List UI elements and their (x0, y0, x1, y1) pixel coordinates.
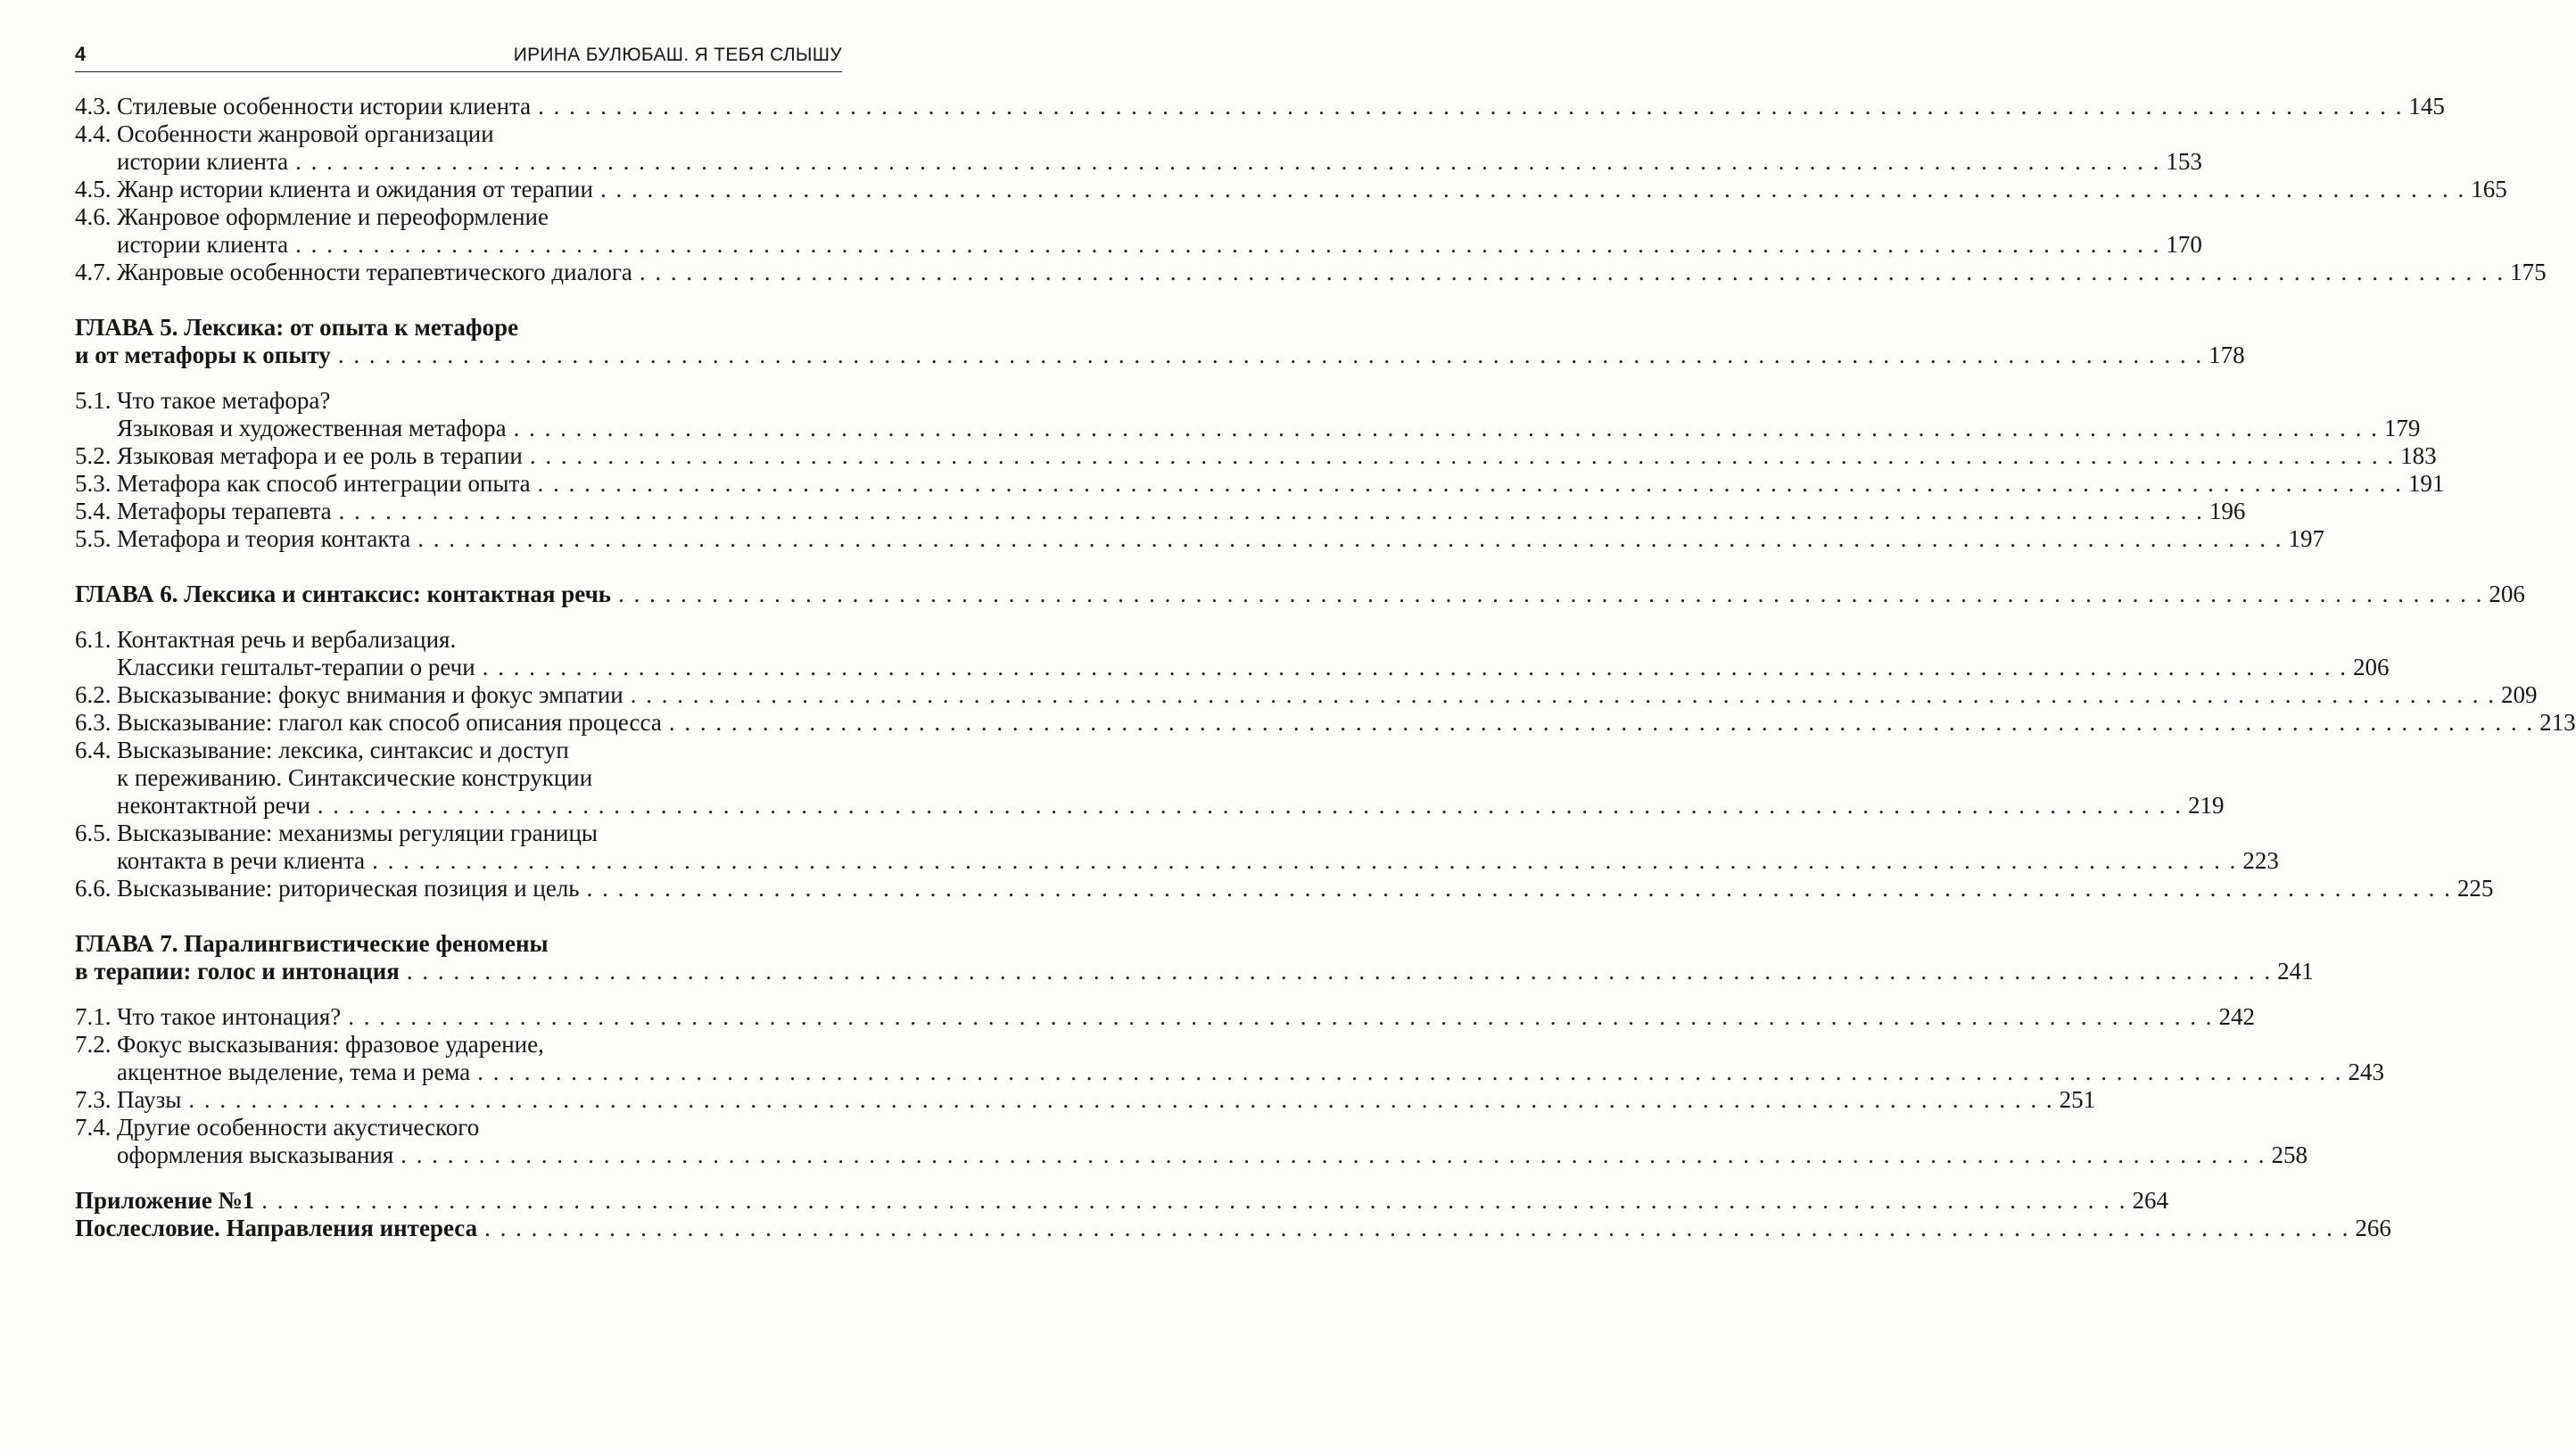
toc-page-number: 264 (2132, 1187, 2168, 1214)
toc-page-number: 225 (2456, 875, 2494, 902)
toc-line (75, 314, 842, 342)
toc-entry-title: оформления высказывания (117, 1141, 394, 1168)
toc-section-number: 4.7. (75, 259, 111, 285)
toc-section-entry[interactable] (75, 709, 2576, 737)
toc-entry-title: Стилевые особенности истории клиента (117, 93, 532, 119)
toc-line (75, 581, 2525, 608)
toc-line (75, 415, 2421, 442)
toc-spacer (75, 1169, 842, 1187)
toc-section-number: 4.6. (75, 203, 111, 230)
toc-line (75, 792, 2225, 820)
toc-entry-title: Высказывание: фокус внимания и фокус эмпатии (117, 681, 623, 708)
toc-line (75, 231, 2202, 259)
toc-entry-title: истории клиента (117, 148, 289, 175)
toc-spacer (75, 369, 842, 387)
toc-entry-title: Жанровые особенности терапевтического диалога (117, 259, 632, 285)
dot-leader: . . . . . . . . . . . . . . . . . . . . . . . . . . . . . . . . . . . . . . . . . . . . . . . . . . . . . . . . . . . . . . . . . . . . . . . . . . . . . . . . . . . . . . . . . . . . . . . . . . . . . . . . . . . . . . . . . . . . . . . . (484, 1215, 2350, 1241)
toc-line (75, 1031, 842, 1059)
toc-line (75, 847, 2279, 875)
toc-page-number: 223 (2242, 847, 2279, 874)
toc-line (75, 442, 2437, 470)
toc-entry-title: Что такое интонация? (117, 1003, 342, 1030)
toc-section-number: 5.1. (75, 387, 111, 414)
toc-entry-title: Метафора и теория контакта (117, 525, 411, 552)
toc-chapter-entry[interactable] (75, 930, 2314, 985)
toc-line (75, 470, 2445, 498)
toc-section-entry[interactable] (75, 93, 2445, 120)
toc-entry-title: Языковая и художественная метафора (117, 415, 507, 441)
toc-line (75, 626, 842, 654)
toc-entry-title: Особенности жанровой организации (117, 120, 494, 147)
toc-entry-title: контакта в речи клиента (117, 847, 366, 874)
toc-page-number: 170 (2166, 231, 2202, 258)
toc-section-number: 7.3. (75, 1086, 111, 1113)
toc-page-number: 165 (2471, 176, 2507, 202)
toc-chapter-entry[interactable] (75, 314, 2245, 369)
toc-line (75, 1086, 2096, 1114)
toc-page-number: 258 (2271, 1141, 2308, 1168)
toc-section-entry[interactable] (75, 1031, 2384, 1086)
running-head (75, 41, 842, 72)
toc-line (75, 498, 2246, 525)
toc-entry-title: Что такое метафора? (117, 387, 331, 414)
toc-line (75, 1215, 2391, 1242)
toc-section-entry[interactable] (75, 259, 2547, 286)
toc-entry-title: Фокус высказывания: фразовое ударение, (117, 1031, 544, 1058)
dot-leader: . . . . . . . . . . . . . . . . . . . . . . . . . . . . . . . . . . . . . . . . . . . . . . . . . . . . . . . . . . . . . . . . . . . . . . . . . . . . . . . . . . . . . . . . . . . . . . . . . . . . . . . . . . . . . . . . . . . . . . . . (188, 1086, 2054, 1113)
dot-leader: . . . . . . . . . . . . . . . . . . . . . . . . . . . . . . . . . . . . . . . . . . . . . . . . . . . . . . . . . . . . . . . . . . . . . . . . . . . . . . . . . . . . . . . . . . . . . . . . . . . . . . . . . . . . . . . . . . . . . . . . (417, 525, 2283, 552)
toc-page-number: 251 (2059, 1086, 2096, 1113)
toc-page-number: 196 (2209, 498, 2246, 524)
dot-leader: . . . . . . . . . . . . . . . . . . . . . . . . . . . . . . . . . . . . . . . . . . . . . . . . . . . . . . . . . . . . . . . . . . . . . . . . . . . . . . . . . . . . . . . . . . . . . . . . . . . . . . . . . . . . . . . . . . . . . . . . (630, 681, 2496, 708)
toc-section-number: 7.2. (75, 1031, 111, 1058)
toc-page-number: 243 (2348, 1059, 2384, 1085)
dot-leader: . . . . . . . . . . . . . . . . . . . . . . . . . . . . . . . . . . . . . . . . . . . . . . . . . . . . . . . . . . . . . . . . . . . . . . . . . . . . . . . . . . . . . . . . . . . . . . . . . . . . . . . . . . . . . . . . . . . . . . . . (338, 498, 2204, 524)
toc-page-number: 183 (2400, 442, 2437, 469)
dot-leader: . . . . . . . . . . . . . . . . . . . . . . . . . . . . . . . . . . . . . . . . . . . . . . . . . . . . . . . . . . . . . . . . . . . . . . . . . . . . . . . . . . . . . . . . . . . . . . . . . . . . . . . . . . . . . . . . . . . . . . . . (529, 442, 2396, 469)
toc-page-number: 213 (2539, 709, 2576, 736)
dot-leader: . . . . . . . . . . . . . . . . . . . . . . . . . . . . . . . . . . . . . . . . . . . . . . . . . . . . . . . . . . . . . . . . . . . . . . . . . . . . . . . . . . . . . . . . . . . . . . . . . . . . . . . . . . . . . . . . . . . . . . . . (639, 259, 2506, 285)
toc-section-entry[interactable] (75, 470, 2445, 498)
toc-section-number: 5.5. (75, 525, 111, 552)
toc-page-number: 175 (2510, 259, 2547, 285)
toc-section-entry[interactable] (75, 120, 2202, 176)
toc-page-number: 266 (2355, 1215, 2391, 1241)
toc-spacer (75, 286, 842, 314)
toc-entry-title: ГЛАВА 6. Лексика и синтаксис: контактная речь (75, 581, 612, 607)
toc-entry-title: и от метафоры к опыту (75, 342, 331, 368)
toc-page-number: 219 (2188, 792, 2225, 819)
toc-entry-title: Высказывание: глагол как способ описания процесса (117, 709, 662, 736)
dot-leader: . . . . . . . . . . . . . . . . . . . . . . . . . . . . . . . . . . . . . . . . . . . . . . . . . . . . . . . . . . . . . . . . . . . . . . . . . . . . . . . . . . . . . . . . . . . . . . . . . . . . . . . . . . . . . . . . . . . . . . . . (406, 958, 2273, 985)
book-title: ИРИНА БУЛЮБАШ. Я ТЕБЯ СЛЫШУ (513, 45, 842, 65)
toc-line (75, 148, 2202, 176)
toc-entry-title: Высказывание: риторическая позиция и цель (117, 875, 580, 902)
toc-section-entry[interactable] (75, 737, 2225, 820)
toc-entry-title: в терапии: голос и интонация (75, 958, 400, 985)
toc-spacer (75, 553, 842, 581)
toc-section-number: 4.3. (75, 93, 111, 119)
toc-chapter-entry[interactable] (75, 1187, 2168, 1215)
toc-section-number: 5.4. (75, 498, 111, 524)
toc-entry-title: Послесловие. Направления интереса (75, 1215, 478, 1241)
toc-page-number: 197 (2288, 525, 2325, 552)
toc-section-entry[interactable] (75, 387, 2421, 442)
toc-entry-title: Высказывание: лексика, синтаксис и доступ (117, 737, 569, 763)
toc-spacer (75, 902, 842, 930)
toc-line (75, 820, 842, 847)
toc-entry-title: ГЛАВА 7. Паралингвистические феномены (75, 930, 549, 957)
toc-line (75, 764, 842, 792)
dot-leader: . . . . . . . . . . . . . . . . . . . . . . . . . . . . . . . . . . . . . . . . . . . . . . . . . . . . . . . . . . . . . . . . . . . . . . . . . . . . . . . . . . . . . . . . . . . . . . . . . . . . . . . . . . . . . . . . . . . . . . . . (261, 1187, 2127, 1214)
toc-line (75, 525, 2325, 553)
toc-page-number: 179 (2383, 415, 2421, 441)
toc-line (75, 958, 2314, 985)
toc-line (75, 1114, 842, 1141)
toc-line (75, 1003, 2255, 1031)
page-number: 4 (75, 43, 87, 65)
toc-line (75, 93, 2445, 120)
toc-page-number: 191 (2407, 470, 2445, 497)
toc-chapter-entry[interactable] (75, 1215, 2391, 1242)
toc-entry-title: истории клиента (117, 231, 289, 258)
toc-section-number: 7.4. (75, 1114, 111, 1141)
toc-entry-title: ГЛАВА 5. Лексика: от опыта к метафоре (75, 314, 519, 341)
toc-entry-title: Паузы (117, 1086, 182, 1113)
toc-section-entry[interactable] (75, 681, 2538, 709)
toc-line (75, 709, 2576, 737)
toc-page-number: 242 (2218, 1003, 2255, 1030)
toc-line (75, 1059, 2384, 1086)
toc-entry-title: Контактная речь и вербализация. (117, 626, 457, 653)
toc-entry-title: акцентное выделение, тема и рема (117, 1059, 471, 1085)
toc-section-number: 4.5. (75, 176, 111, 202)
dot-leader: . . . . . . . . . . . . . . . . . . . . . . . . . . . . . . . . . . . . . . . . . . . . . . . . . . . . . . . . . . . . . . . . . . . . . . . . . . . . . . . . . . . . . . . . . . . . . . . . . . . . . . . . . . . . . . . . . . . . . . . . (537, 470, 2403, 497)
toc-page-number: 206 (2352, 654, 2390, 680)
toc-section-number: 5.3. (75, 470, 111, 497)
dot-leader: . . . . . . . . . . . . . . . . . . . . . . . . . . . . . . . . . . . . . . . . . . . . . . . . . . . . . . . . . . . . . . . . . . . . . . . . . . . . . . . . . . . . . . . . . . . . . . . . . . . . . . . . . . . . . . . . . . . . . . . . (618, 581, 2484, 607)
toc-line (75, 930, 842, 958)
toc-section-number: 7.1. (75, 1003, 111, 1030)
toc-section-entry[interactable] (75, 525, 2325, 553)
dot-leader: . . . . . . . . . . . . . . . . . . . . . . . . . . . . . . . . . . . . . . . . . . . . . . . . . . . . . . . . . . . . . . . . . . . . . . . . . . . . . . . . . . . . . . . . . . . . . . . . . . . . . . . . . . . . . . . . . . . . . . . . (599, 176, 2466, 202)
toc-section-entry[interactable] (75, 498, 2246, 525)
toc-entry-title: Приложение №1 (75, 1187, 255, 1214)
dot-leader: . . . . . . . . . . . . . . . . . . . . . . . . . . . . . . . . . . . . . . . . . . . . . . . . . . . . . . . . . . . . . . . . . . . . . . . . . . . . . . . . . . . . . . . . . . . . . . . . . . . . . . . . . . . . . . . . . . . . . . . . (337, 342, 2204, 368)
toc-section-entry[interactable] (75, 442, 2437, 470)
toc-page-number: 153 (2166, 148, 2202, 175)
toc-entry-title: к переживанию. Синтаксические конструкции (117, 764, 593, 791)
dot-leader: . . . . . . . . . . . . . . . . . . . . . . . . . . . . . . . . . . . . . . . . . . . . . . . . . . . . . . . . . . . . . . . . . . . . . . . . . . . . . . . . . . . . . . . . . . . . . . . . . . . . . . . . . . . . . . . . . . . . . . . . (586, 875, 2452, 902)
toc-section-entry[interactable] (75, 176, 2507, 203)
toc-entry-title: Другие особенности акустического (117, 1114, 480, 1141)
toc-section-number: 6.2. (75, 681, 111, 708)
toc-section-entry[interactable] (75, 203, 2202, 259)
dot-leader: . . . . . . . . . . . . . . . . . . . . . . . . . . . . . . . . . . . . . . . . . . . . . . . . . . . . . . . . . . . . . . . . . . . . . . . . . . . . . . . . . . . . . . . . . . . . . . . . . . . . . . . . . . . . . . . . . . . . . . . . (348, 1003, 2214, 1030)
toc-section-number: 5.2. (75, 442, 111, 469)
toc-section-entry[interactable] (75, 875, 2494, 902)
dot-leader: . . . . . . . . . . . . . . . . . . . . . . . . . . . . . . . . . . . . . . . . . . . . . . . . . . . . . . . . . . . . . . . . . . . . . . . . . . . . . . . . . . . . . . . . . . . . . . . . . . . . . . . . . . . . . . . . . . . . . . . . (317, 792, 2184, 819)
toc-section-number: 4.4. (75, 120, 111, 147)
toc-line (75, 176, 2507, 203)
toc-line (75, 875, 2494, 902)
dot-leader: . . . . . . . . . . . . . . . . . . . . . . . . . . . . . . . . . . . . . . . . . . . . . . . . . . . . . . . . . . . . . . . . . . . . . . . . . . . . . . . . . . . . . . . . . . . . . . . . . . . . . . . . . . . . . . . . . . . . . . . . (538, 93, 2404, 119)
dot-leader: . . . . . . . . . . . . . . . . . . . . . . . . . . . . . . . . . . . . . . . . . . . . . . . . . . . . . . . . . . . . . . . . . . . . . . . . . . . . . . . . . . . . . . . . . . . . . . . . . . . . . . . . . . . . . . . . . . . . . . . . (513, 415, 2379, 441)
toc-section-entry[interactable] (75, 820, 2279, 875)
toc-section-entry[interactable] (75, 1086, 2096, 1114)
toc-line (75, 1187, 2168, 1215)
toc-entry-title: Метафора как способ интеграции опыта (117, 470, 531, 497)
toc-chapter-entry[interactable] (75, 581, 2525, 608)
toc-section-entry[interactable] (75, 1114, 2308, 1169)
toc-section-entry[interactable] (75, 1003, 2255, 1031)
dot-leader: . . . . . . . . . . . . . . . . . . . . . . . . . . . . . . . . . . . . . . . . . . . . . . . . . . . . . . . . . . . . . . . . . . . . . . . . . . . . . . . . . . . . . . . . . . . . . . . . . . . . . . . . . . . . . . . . . . . . . . . . (668, 709, 2535, 736)
toc-entry-title: неконтактной речи (117, 792, 310, 819)
toc-spacer (75, 608, 842, 626)
toc-entry-title: Метафоры терапевта (117, 498, 332, 524)
toc-section-number: 6.1. (75, 626, 111, 653)
toc-page-number: 241 (2277, 958, 2314, 985)
toc-page-number: 145 (2408, 93, 2445, 119)
toc-line (75, 203, 842, 231)
toc-entry-title: Классики гештальт-терапии о речи (117, 654, 475, 680)
toc-entry-title: Языковая метафора и ее роль в терапии (117, 442, 523, 469)
dot-leader: . . . . . . . . . . . . . . . . . . . . . . . . . . . . . . . . . . . . . . . . . . . . . . . . . . . . . . . . . . . . . . . . . . . . . . . . . . . . . . . . . . . . . . . . . . . . . . . . . . . . . . . . . . . . . . . . . . . . . . . . (482, 654, 2348, 680)
toc-entry-title: Высказывание: механизмы регуляции границы (117, 820, 599, 846)
toc-entry-title: Жанровое оформление и переоформление (117, 203, 549, 230)
toc-line (75, 259, 2547, 286)
toc-page-number: 209 (2501, 681, 2538, 708)
toc-section-entry[interactable] (75, 626, 2390, 681)
toc-page-number: 206 (2489, 581, 2525, 607)
dot-leader: . . . . . . . . . . . . . . . . . . . . . . . . . . . . . . . . . . . . . . . . . . . . . . . . . . . . . . . . . . . . . . . . . . . . . . . . . . . . . . . . . . . . . . . . . . . . . . . . . . . . . . . . . . . . . . . . . . . . . . . . (400, 1141, 2266, 1168)
toc-line (75, 342, 2245, 369)
toc-line (75, 1141, 2308, 1169)
toc-line (75, 120, 842, 148)
dot-leader: . . . . . . . . . . . . . . . . . . . . . . . . . . . . . . . . . . . . . . . . . . . . . . . . . . . . . . . . . . . . . . . . . . . . . . . . . . . . . . . . . . . . . . . . . . . . . . . . . . . . . . . . . . . . . . . . . . . . . . . . (295, 148, 2161, 175)
dot-leader: . . . . . . . . . . . . . . . . . . . . . . . . . . . . . . . . . . . . . . . . . . . . . . . . . . . . . . . . . . . . . . . . . . . . . . . . . . . . . . . . . . . . . . . . . . . . . . . . . . . . . . . . . . . . . . . . . . . . . . . . (372, 847, 2238, 874)
toc-line (75, 654, 2390, 681)
dot-leader: . . . . . . . . . . . . . . . . . . . . . . . . . . . . . . . . . . . . . . . . . . . . . . . . . . . . . . . . . . . . . . . . . . . . . . . . . . . . . . . . . . . . . . . . . . . . . . . . . . . . . . . . . . . . . . . . . . . . . . . . (477, 1059, 2343, 1085)
toc-section-number: 6.5. (75, 820, 111, 846)
toc-section-number: 6.3. (75, 709, 111, 736)
toc-line (75, 681, 2538, 709)
table-of-contents (75, 93, 2576, 1242)
toc-spacer (75, 985, 842, 1003)
toc-line (75, 387, 842, 415)
toc-entry-title: Жанр истории клиента и ожидания от терапии (117, 176, 593, 202)
toc-page-number: 178 (2209, 342, 2245, 368)
toc-section-number: 6.4. (75, 737, 111, 763)
toc-line (75, 737, 842, 764)
dot-leader: . . . . . . . . . . . . . . . . . . . . . . . . . . . . . . . . . . . . . . . . . . . . . . . . . . . . . . . . . . . . . . . . . . . . . . . . . . . . . . . . . . . . . . . . . . . . . . . . . . . . . . . . . . . . . . . . . . . . . . . . (295, 231, 2161, 258)
toc-section-number: 6.6. (75, 875, 111, 902)
